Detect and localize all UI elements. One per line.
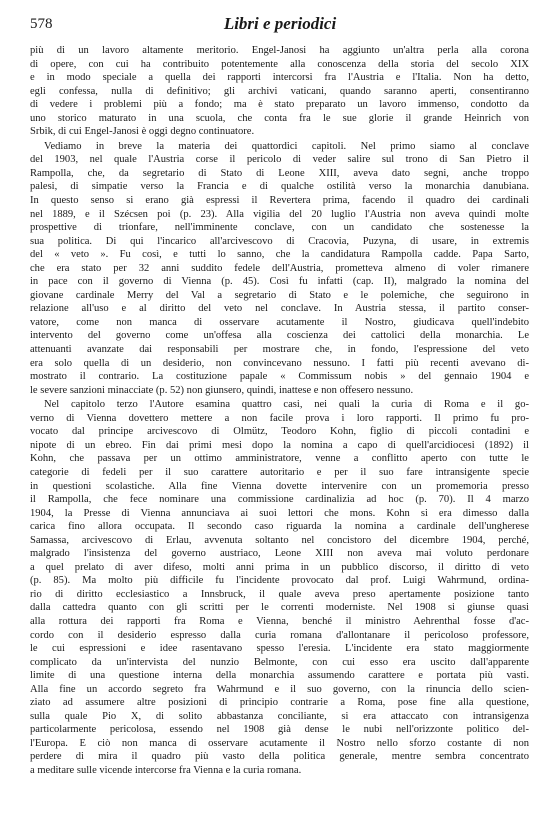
page-header [30, 14, 530, 36]
running-title: Libri e periodici [223, 14, 337, 33]
text-line: giovane cardinale Merry del Val a segretario di Stato e le polemiche, che seguirono in [30, 289, 529, 301]
text-line: In questo senso si erano già espressi il Revertera prima, facendo il quadro dei cardinali [30, 195, 529, 207]
text-line: palesi, di simpatie verso la Francia e di qualche ostilità verso la monarchia danubiana. [30, 181, 529, 193]
text-line: perdere di mira il quadro più vasto della politica generale, mentre sembra concentrato [30, 751, 529, 763]
text-line: categorie di fedeli per il suo carattere autoritario e per il suo fare intransigente specie [30, 466, 529, 478]
text-line: in questioni scolastiche. Alla fine Vienna dovette intervenire con un promemoria presso [30, 480, 529, 492]
text-line: in pace con il governo di Vienna (p. 45). Così fu infatti (cap. II), malgrado la nomina del [30, 276, 529, 288]
text-line: ziato ad assumere altre posizioni di principio contrarie a Roma, pose fine alla questione, [30, 697, 529, 709]
text-line: Kohn, che passava per un ottimo amministratore, venne a conflitto aperto con tutte le [30, 453, 529, 465]
text-line: a quel prelato di aver difeso, molti anni prima in un pubblico discorso, il diritto di veto [30, 561, 529, 573]
text-line: di vedere i problemi più a fondo; ma è stato preparato un lavoro immenso, condotto da [30, 99, 529, 111]
text-line: malgrado l'insistenza del governo austriaco, Leone XIII non aveva mai voluto perdonare [30, 548, 529, 560]
text-line: l'Europa. E ciò non manca di osservare acutamente il Nostro nello sforzo costante di non [30, 737, 529, 749]
text-line: uno storico maturato in una scuola, che conta fra le sue glorie il grande Heinrich von [30, 112, 529, 124]
text-line: le severe sanzioni minacciate (p. 52) non giunsero, quindi, inattese e non offesero nessuno. [30, 384, 414, 396]
text-line: era solo quella di un desiderio, non convincevano nessuno. I fatti più recenti avevano di- [30, 357, 529, 369]
text-line: a meditare sulle vicende intercorse fra Vienna e la curia romana. [30, 764, 302, 776]
text-line: rio di diritto ecclesiastico a Innsbruck, il quale aveva preso apertamente posizione tanto [30, 588, 529, 600]
text-line: 1904, la Presse di Vienna annunciava ai suoi lettori che mons. Kohn si era dimesso dalla [30, 507, 529, 519]
text-line: Nel capitolo terzo l'Autore esamina quattro casi, nei quali la curia di Roma e il go- [44, 399, 529, 411]
text-line: carica fino allora occupata. Il secondo caso riguarda la nomina a cardinale dell'ungherese [30, 521, 529, 533]
text-line: egli confessa, nulla di definitivo; gli archivi vaticani, quando saranno aperti, consentiranno [30, 85, 529, 97]
text-line: limite di una questione interna della monarchia assumendo carattere e portata più vasti. [30, 670, 529, 682]
text-line: nel 1889, e il Szécsen poi (p. 23). Alla vigilia del 20 luglio l'Austria non aveva quindi molte [30, 208, 529, 220]
text-line: complicato da un'intervista del nunzio Belmonte, con cui esso era uscito dall'apparente [30, 656, 529, 668]
text-line: (p. 85). Ma molto più difficile fu l'incidente provocato dal prof. Luigi Wahrmund, ordina- [30, 575, 529, 587]
text-line: Alla fine un accordo segreto fra Wahrmund e il suo governo, con la rinuncia dello scien- [30, 683, 529, 695]
page-number: 578 [30, 16, 53, 32]
text-line: vocato dal principe arcivescovo di Olmütz, Teodoro Kohn, figlio di piccoli contadini e [30, 426, 529, 438]
text-line: alla rottura dei rapporti fra Roma e Vienna, benché il ministro Aehrenthal fosse d'ac- [30, 615, 529, 627]
text-line: il Rampolla, che fece nominare una commissione cardinalizia ad hoc (p. 70). Il 4 marzo [30, 494, 529, 506]
text-line: del 1903, nel quale l'Austria corse il pericolo di veder salire sul trono di San Pietro il [30, 154, 529, 166]
paragraph [30, 44, 529, 139]
text-line: Samassa, arcivescovo di Erlau, avvenuta soltanto nel concistoro del dicembre 1904, perché, [30, 534, 529, 546]
text-line: più di un lavoro altamente meritorio. Engel-Janosi ha aggiunto un'altra perla alla corona [30, 45, 529, 56]
text-line: Rampolla, che, da segretario di Stato di Leone XIII, aveva dato segni, anche troppo [30, 167, 529, 179]
text-line: mostrato il contrario. La costituzione papale « Commissum nobis » del gennaio 1904 e [30, 371, 529, 383]
text-line: particolarmente pericolosa, essendo nel 1908 già dense le nubi nell'orizzonte politico del- [30, 724, 529, 736]
review-body [30, 44, 529, 779]
text-line: le cui espressioni e idee rasentavano spesso l'eresia. L'incidente era stato maggiormente [30, 643, 529, 655]
text-line: prospettive di trionfare, nell'imminente conclave, con un candidato che sostenesse la [30, 222, 529, 234]
text-line: dalla cattedra quanto con gli scritti per le correnti moderniste. Nel 1908 si giunse quasi [30, 602, 529, 614]
text-line: di opere, con cui ha contribuito potentemente alla conoscenza della storia del secolo XIX [30, 58, 529, 70]
text-line: attenuanti avanzate dai responsabili per mostrare che, in fondo, l'espressione del veto [30, 344, 529, 356]
text-line: che era stato per 32 anni suddito fedele dell'Austria, prometteva almeno di voler rimanere [30, 262, 529, 274]
text-line: e in modo speciale a quella dei rapporti intercorsi fra l'Austria e l'Italia. Non ha detto, [30, 72, 529, 84]
text-line: vatore, come non manca di osservare acutamente il Nostro, giudicava quell'indebito [30, 316, 529, 328]
text-line: cordo con il desiderio espresso dalla curia romana d'allontanare il pericoloso professore, [30, 629, 529, 641]
text-line: intervento del governo come un'offesa alla coscienza dei cattolici della monarchia. Le [30, 330, 529, 342]
text-line: sua politica. Di qui l'incarico all'arcivescovo di Cracovia, Puzyna, di usare, in extremis [30, 235, 529, 247]
text-line: del « veto ». Fu così, e tutti lo sanno, che la candidatura Rampolla cadde. Papa Sarto, [30, 249, 529, 261]
paragraph [30, 140, 529, 397]
text-line: verno di Vienna dovettero mettere a non facile prova i loro rapporti. Il primo fu pro- [30, 412, 529, 424]
text-line: sulla quale Pio X, di solito abbastanza conciliante, si era attaccato con intransigenza [30, 710, 529, 722]
text-line: nipote di un ebreo. Fin dai primi mesi dopo la nomina a capo di quell'arcidiocesi (1892) il [30, 439, 529, 451]
paragraph [30, 398, 529, 777]
text-line: relazione all'uso e al diritto del veto nel conclave. In Austria stessa, il partito conser- [30, 303, 529, 315]
text-line: Srbik, di cui Engel-Janosi è oggi degno continuatore. [30, 126, 255, 138]
text-line: Vediamo in breve la materia dei quattordici capitoli. Nel primo siamo al conclave [44, 140, 529, 152]
